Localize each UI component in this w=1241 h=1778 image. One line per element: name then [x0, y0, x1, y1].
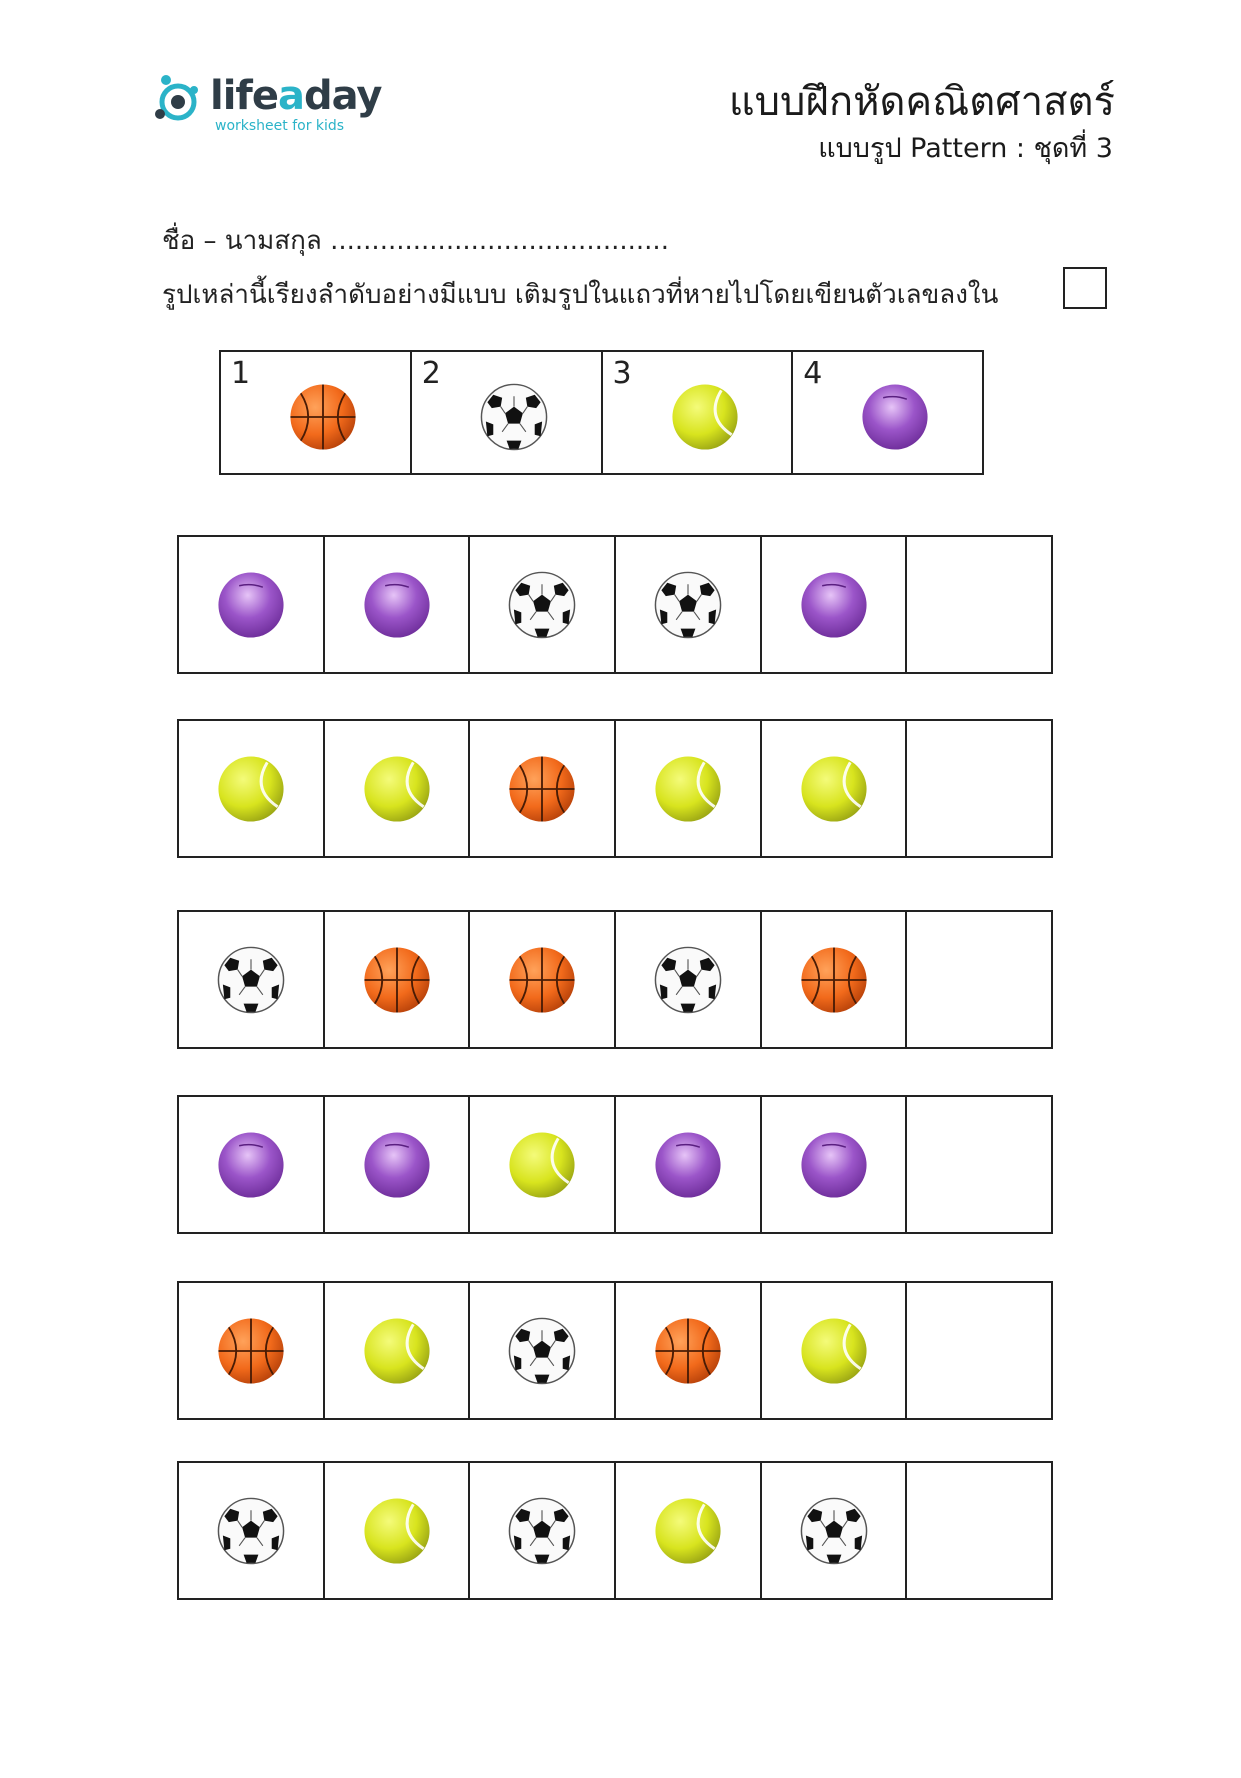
- basketball-icon: [505, 943, 579, 1017]
- key-ball: [286, 380, 360, 454]
- pattern-cell: [325, 1283, 471, 1418]
- answer-cell[interactable]: [907, 537, 1051, 672]
- pattern-cell: [470, 912, 616, 1047]
- key-number: 4: [803, 356, 823, 391]
- answer-cell[interactable]: [907, 1097, 1051, 1232]
- soccer-ball-icon: [214, 1494, 288, 1568]
- pattern-cell: [616, 537, 762, 672]
- pattern-cell: [762, 1463, 908, 1598]
- pattern-row: [177, 1461, 1053, 1600]
- key-number: 1: [231, 356, 251, 391]
- pattern-row: [177, 910, 1053, 1049]
- purple-ball-icon: [797, 1128, 871, 1202]
- purple-ball-icon: [797, 568, 871, 642]
- pattern-cell: [616, 1463, 762, 1598]
- soccer-ball-icon: [797, 1494, 871, 1568]
- soccer-ball-icon: [651, 943, 725, 1017]
- soccer-ball-icon: [505, 1494, 579, 1568]
- worksheet-subtitle: แบบรูป Pattern : ชุดที่ 3: [818, 133, 1113, 164]
- pattern-cell: [762, 912, 908, 1047]
- tennis-ball-icon: [668, 380, 742, 454]
- tennis-ball-icon: [797, 752, 871, 826]
- pattern-cell: [616, 1097, 762, 1232]
- pattern-cell: [325, 912, 471, 1047]
- pattern-cell: [325, 1463, 471, 1598]
- pattern-cell: [616, 1283, 762, 1418]
- answer-cell[interactable]: [907, 1463, 1051, 1598]
- pattern-cell: [179, 1283, 325, 1418]
- name-field-label[interactable]: ชื่อ – นามสกุล .........................................: [162, 226, 669, 256]
- basketball-icon: [797, 943, 871, 1017]
- pattern-cell: [179, 1097, 325, 1232]
- key-cell: [793, 352, 982, 473]
- pattern-row: [177, 1281, 1053, 1420]
- purple-ball-icon: [360, 568, 434, 642]
- tennis-ball-icon: [360, 1314, 434, 1388]
- soccer-ball-icon: [651, 568, 725, 642]
- pattern-cell: [616, 721, 762, 856]
- pattern-cell: [762, 537, 908, 672]
- pattern-cell: [179, 537, 325, 672]
- key-ball: [477, 380, 551, 454]
- soccer-ball-icon: [477, 380, 551, 454]
- answer-cell[interactable]: [907, 721, 1051, 856]
- key-cell: [412, 352, 603, 473]
- soccer-ball-icon: [505, 1314, 579, 1388]
- key-cell: [221, 352, 412, 473]
- pattern-cell: [616, 912, 762, 1047]
- key-ball: [858, 380, 932, 454]
- purple-ball-icon: [858, 380, 932, 454]
- tennis-ball-icon: [797, 1314, 871, 1388]
- pattern-cell: [470, 1463, 616, 1598]
- pattern-cell: [325, 1097, 471, 1232]
- key-number: 2: [421, 356, 441, 391]
- worksheet-title: แบบฝึกหัดคณิตศาสตร์: [728, 79, 1115, 125]
- pattern-cell: [325, 537, 471, 672]
- basketball-icon: [505, 752, 579, 826]
- pattern-cell: [470, 537, 616, 672]
- pattern-cell: [325, 721, 471, 856]
- tennis-ball-icon: [651, 1494, 725, 1568]
- logo-molecule-icon: [150, 70, 212, 132]
- example-answer-box: [1063, 267, 1107, 309]
- logo-tagline: worksheet for kids: [215, 118, 345, 134]
- answer-cell[interactable]: [907, 1283, 1051, 1418]
- soccer-ball-icon: [214, 943, 288, 1017]
- pattern-cell: [762, 1097, 908, 1232]
- key-cell: [603, 352, 794, 473]
- key-ball: [668, 380, 742, 454]
- key-number: 3: [612, 356, 632, 391]
- tennis-ball-icon: [505, 1128, 579, 1202]
- logo-wordmark: lifeaday: [210, 73, 382, 119]
- pattern-cell: [179, 912, 325, 1047]
- pattern-row: [177, 1095, 1053, 1234]
- pattern-cell: [179, 721, 325, 856]
- pattern-cell: [179, 1463, 325, 1598]
- lifeaday-logo: [150, 70, 380, 140]
- pattern-cell: [762, 1283, 908, 1418]
- purple-ball-icon: [214, 568, 288, 642]
- pattern-row: [177, 535, 1053, 674]
- pattern-cell: [470, 721, 616, 856]
- tennis-ball-icon: [360, 1494, 434, 1568]
- tennis-ball-icon: [651, 752, 725, 826]
- basketball-icon: [286, 380, 360, 454]
- answer-cell[interactable]: [907, 912, 1051, 1047]
- basketball-icon: [214, 1314, 288, 1388]
- pattern-row: [177, 719, 1053, 858]
- instruction-text: รูปเหล่านี้เรียงลำดับอย่างมีแบบ เติมรูปในแถวที่หายไปโดยเขียนตัวเลขลงใน: [162, 280, 999, 310]
- purple-ball-icon: [214, 1128, 288, 1202]
- purple-ball-icon: [651, 1128, 725, 1202]
- purple-ball-icon: [360, 1128, 434, 1202]
- pattern-cell: [762, 721, 908, 856]
- ball-key-table: [219, 350, 984, 475]
- basketball-icon: [651, 1314, 725, 1388]
- tennis-ball-icon: [360, 752, 434, 826]
- basketball-icon: [360, 943, 434, 1017]
- tennis-ball-icon: [214, 752, 288, 826]
- soccer-ball-icon: [505, 568, 579, 642]
- pattern-cell: [470, 1097, 616, 1232]
- pattern-cell: [470, 1283, 616, 1418]
